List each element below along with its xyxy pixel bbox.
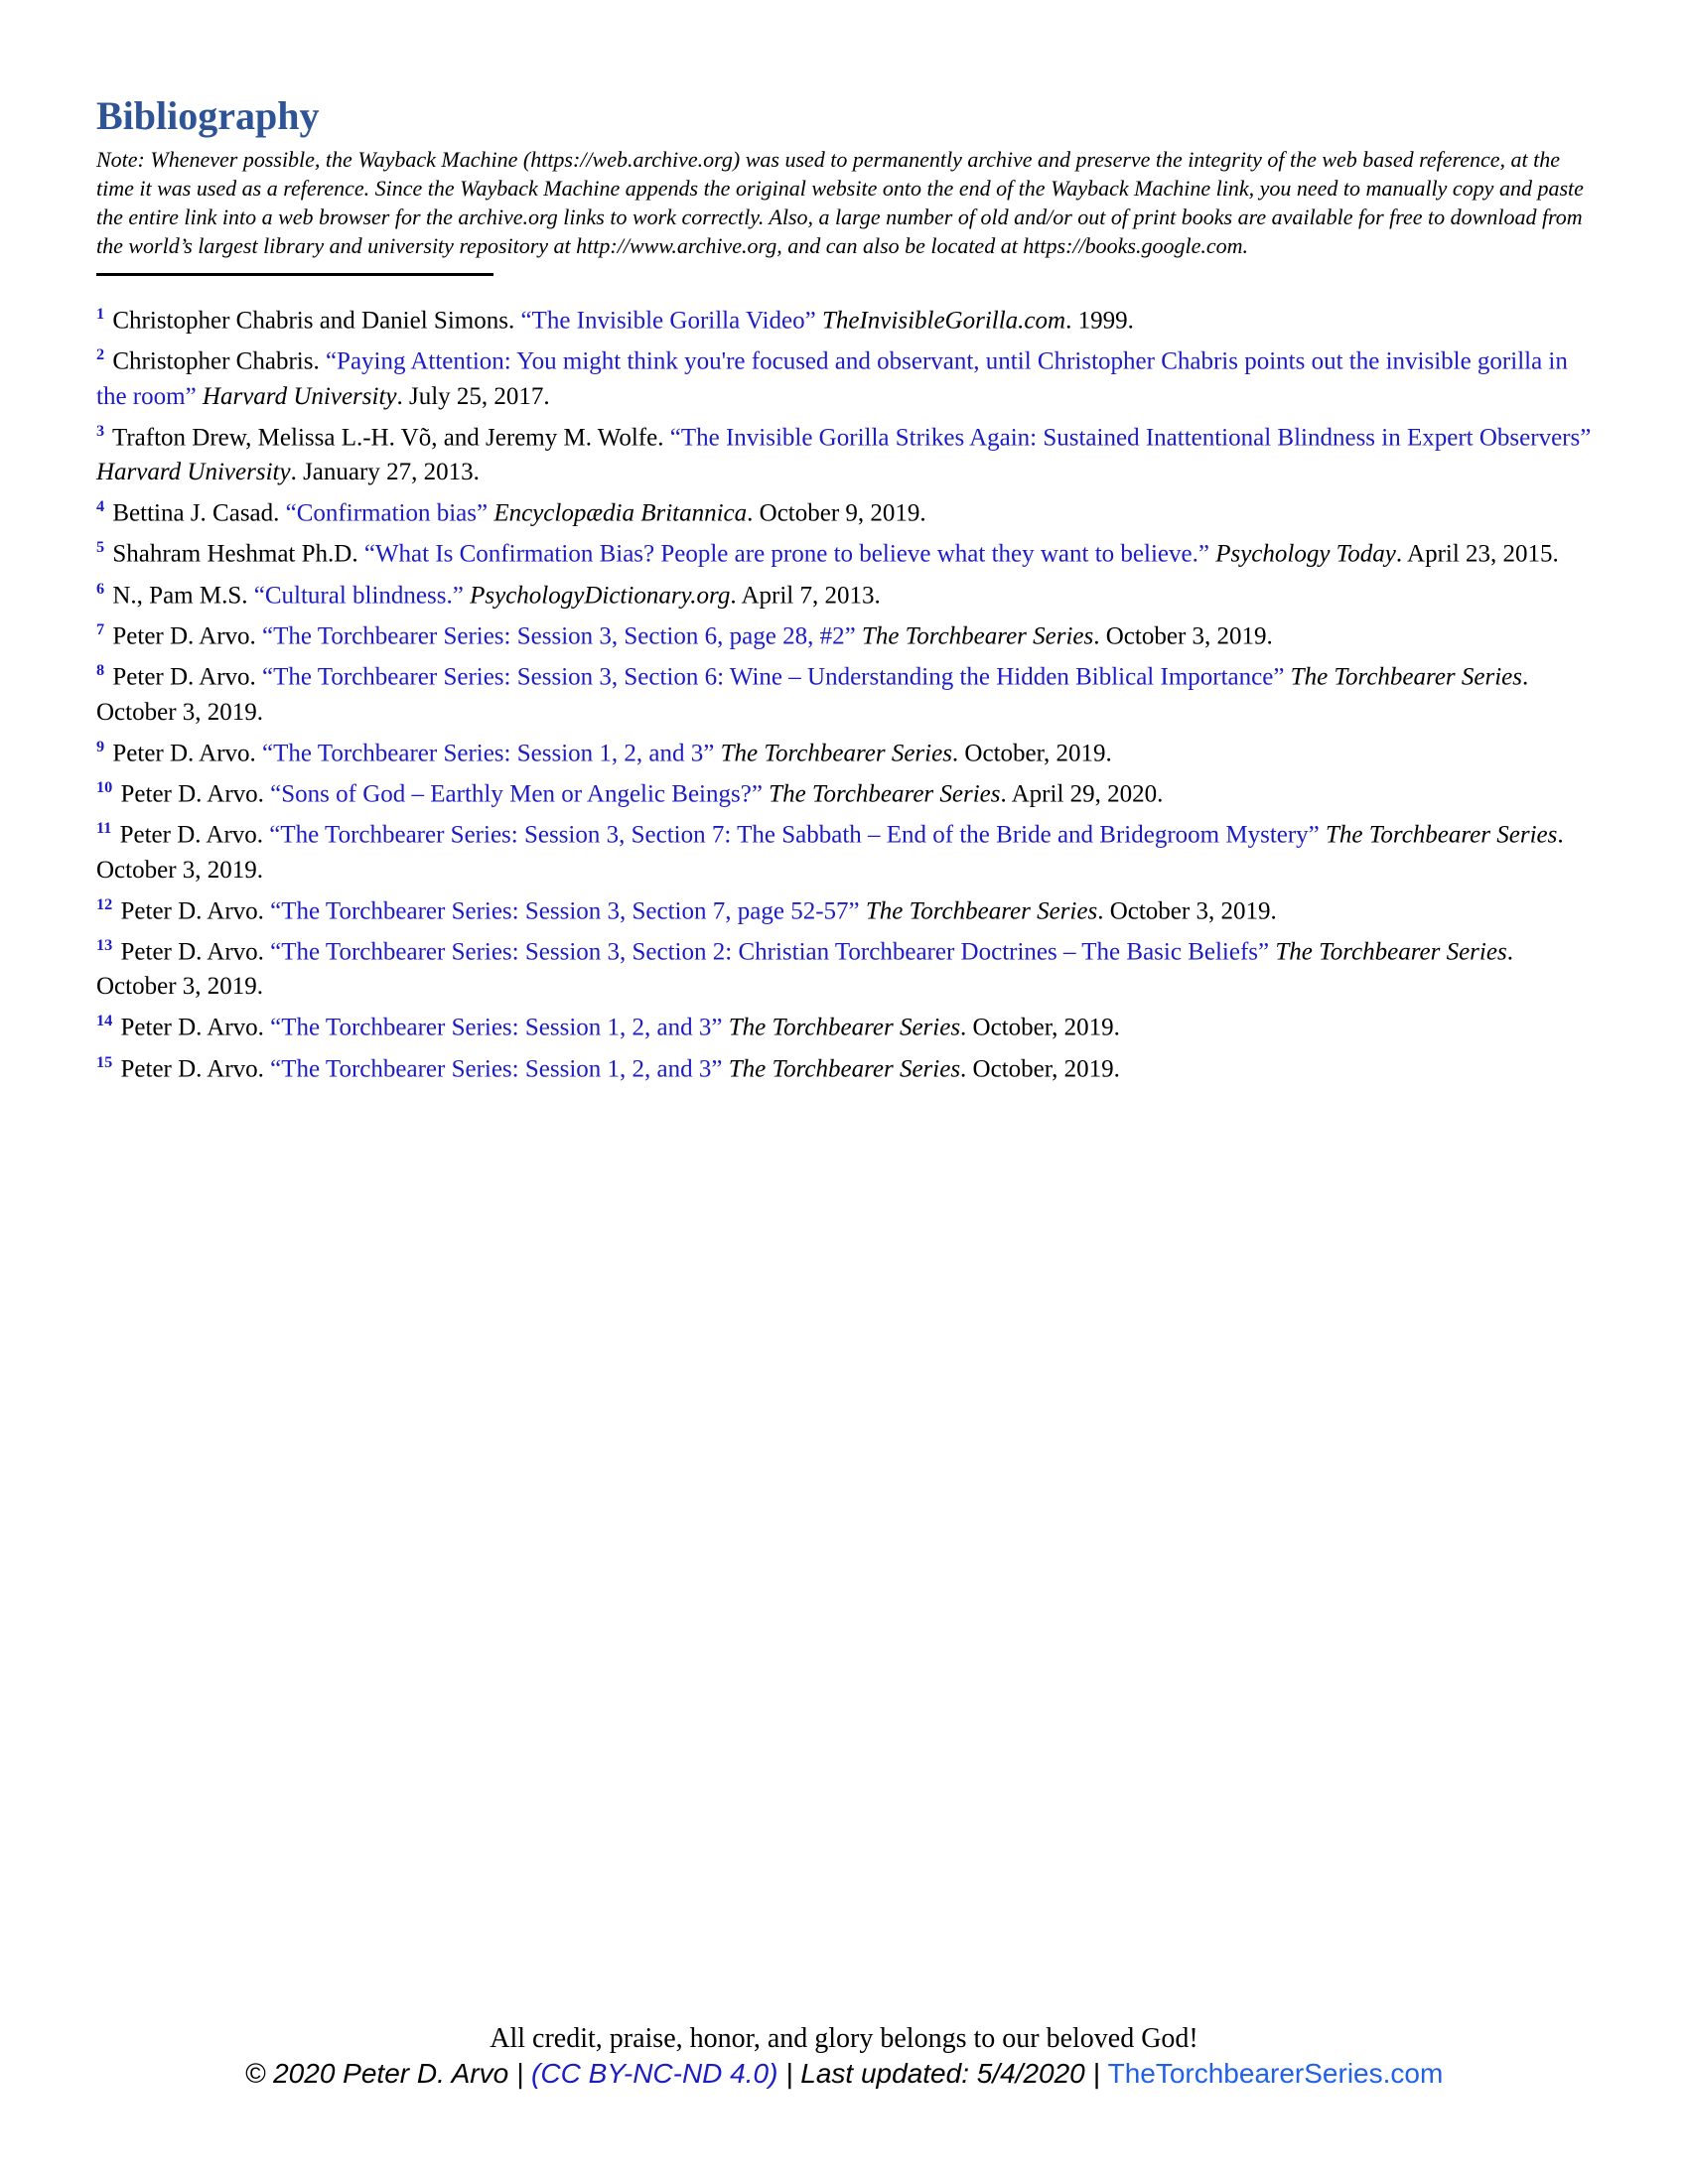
citation-source: The Torchbearer Series bbox=[1275, 938, 1507, 966]
footnote-entry bbox=[96, 530, 1593, 571]
footnote-number: 3 bbox=[96, 421, 105, 440]
citation-text: N., Pam M.S. bbox=[112, 581, 254, 609]
citation-text: . 1999. bbox=[1065, 307, 1134, 335]
citation-text: Peter D. Arvo. bbox=[119, 821, 270, 849]
footnote-number: 7 bbox=[96, 619, 105, 638]
citation-source: Encyclopædia Britannica bbox=[493, 499, 748, 527]
site-link[interactable]: TheTorchbearerSeries.com bbox=[1107, 2058, 1444, 2089]
citation-link[interactable]: “The Torchbearer Series: Session 3, Section 7: The Sabbath – End of the Bride and Bridegroom Mystery” bbox=[269, 821, 1320, 849]
citation-link[interactable]: “The Torchbearer Series: Session 1, 2, and 3” bbox=[270, 1054, 723, 1082]
citation-text: Peter D. Arvo. bbox=[120, 938, 271, 966]
citation-text: Christopher Chabris. bbox=[112, 347, 326, 375]
citation-text: Bettina J. Casad. bbox=[112, 499, 286, 527]
citation-link[interactable]: “The Torchbearer Series: Session 3, Section 6: Wine – Understanding the Hidden Biblical Importance” bbox=[262, 663, 1285, 691]
citation-text: . October, 2019. bbox=[960, 1014, 1120, 1041]
footnote-number: 1 bbox=[96, 305, 105, 323]
citation-source: The Torchbearer Series bbox=[728, 1014, 961, 1041]
citation-text: . October 3, 2019. bbox=[1093, 622, 1273, 650]
citation-text: Shahram Heshmat Ph.D. bbox=[112, 540, 364, 568]
page-footer bbox=[0, 2023, 1688, 2090]
footnote-number: 10 bbox=[96, 777, 113, 796]
citation-link[interactable]: “The Torchbearer Series: Session 3, Section 6, page 28, #2” bbox=[262, 622, 856, 650]
footnote-entry bbox=[96, 653, 1593, 729]
citation-text: Trafton Drew, Melissa L.-H. Võ, and Jeremy M. Wolfe. bbox=[111, 423, 670, 451]
footnote-number: 11 bbox=[96, 819, 112, 838]
citation-text: . October 3, 2019. bbox=[96, 938, 1513, 1001]
citation-link[interactable]: “The Invisible Gorilla Strikes Again: Sustained Inattentional Blindness in Expert Observers” bbox=[669, 423, 1592, 451]
citation-text: Peter D. Arvo. bbox=[112, 739, 263, 766]
citation-link[interactable]: “Paying Attention: You might think you're focused and observant, until Christopher Chabris points out the invisible gorilla in the room” bbox=[96, 347, 1568, 410]
footnote-entry bbox=[96, 572, 1593, 613]
citation-text: Last updated: 5/4/2020 bbox=[800, 2058, 1085, 2089]
citation-text: . January 27, 2013. bbox=[290, 458, 480, 485]
citation-text: Peter D. Arvo. bbox=[120, 1014, 271, 1041]
citation-text: . April 23, 2015. bbox=[1395, 540, 1559, 568]
footnote-entry bbox=[96, 1004, 1593, 1044]
citation-source: The Torchbearer Series bbox=[865, 896, 1098, 924]
citation-link[interactable]: “The Torchbearer Series: Session 1, 2, and 3” bbox=[262, 739, 715, 766]
citation-text: Christopher Chabris and Daniel Simons. bbox=[112, 307, 521, 335]
citation-source: The Torchbearer Series bbox=[1290, 663, 1522, 691]
footnote-number: 8 bbox=[96, 661, 105, 680]
footnote-number: 14 bbox=[96, 1012, 113, 1030]
footnote-entry bbox=[96, 770, 1593, 811]
citation-text: Peter D. Arvo. bbox=[120, 1054, 271, 1082]
citation-link[interactable]: “Sons of God – Earthly Men or Angelic Beings?” bbox=[270, 780, 763, 808]
citation-source: The Torchbearer Series bbox=[861, 622, 1094, 650]
page-title: Bibliography bbox=[96, 93, 320, 138]
cc-license-link[interactable]: (CC BY-NC-ND 4.0) bbox=[531, 2058, 778, 2089]
document-content bbox=[96, 0, 1593, 1086]
footnote-entry bbox=[96, 730, 1593, 770]
citation-link[interactable]: “The Torchbearer Series: Session 1, 2, and 3” bbox=[270, 1014, 723, 1041]
citation-text: . October, 2019. bbox=[951, 739, 1112, 766]
footnote-entry bbox=[96, 414, 1593, 489]
citation-link[interactable]: “The Invisible Gorilla Video” bbox=[520, 307, 816, 335]
footnote-entry bbox=[96, 887, 1593, 928]
citation-link[interactable]: “Confirmation bias” bbox=[285, 499, 489, 527]
footnote-entry bbox=[96, 1045, 1593, 1086]
citation-source: The Torchbearer Series bbox=[769, 780, 1001, 808]
citation-text: | bbox=[1084, 2058, 1108, 2089]
citation-link[interactable]: “The Torchbearer Series: Session 3, Section 7, page 52-57” bbox=[270, 896, 860, 924]
footnote-number: 15 bbox=[96, 1052, 113, 1071]
footnote-list bbox=[96, 297, 1593, 1086]
citation-text: . October 9, 2019. bbox=[747, 499, 926, 527]
citation-source: The Torchbearer Series bbox=[1326, 821, 1558, 849]
citation-text: Peter D. Arvo. bbox=[112, 622, 263, 650]
footer-copyright-line bbox=[0, 2058, 1688, 2090]
citation-text: Peter D. Arvo. bbox=[112, 663, 263, 691]
citation-link[interactable]: “The Torchbearer Series: Session 3, Section 2: Christian Torchbearer Doctrines – The Basic Beliefs” bbox=[270, 938, 1270, 966]
citation-text: . July 25, 2017. bbox=[396, 382, 550, 410]
citation-text: . April 29, 2020. bbox=[1000, 780, 1164, 808]
footer-dedication: All credit, praise, honor, and glory belongs to our beloved God! bbox=[490, 2023, 1198, 2054]
citation-source: The Torchbearer Series bbox=[728, 1054, 961, 1082]
citation-link[interactable]: “Cultural blindness.” bbox=[253, 581, 464, 609]
footnote-number: 6 bbox=[96, 579, 105, 598]
citation-source: Harvard University bbox=[96, 458, 291, 485]
citation-source: PsychologyDictionary.org bbox=[470, 581, 731, 609]
footnote-separator bbox=[96, 273, 493, 276]
footnote-entry bbox=[96, 297, 1593, 338]
footnote-number: 5 bbox=[96, 538, 105, 557]
citation-text: | bbox=[515, 2058, 532, 2089]
citation-text: © 2020 Peter D. Arvo bbox=[244, 2058, 516, 2089]
citation-text: . October 3, 2019. bbox=[96, 821, 1564, 884]
footnote-number: 2 bbox=[96, 345, 105, 364]
footnote-entry bbox=[96, 489, 1593, 530]
footnote-number: 9 bbox=[96, 737, 105, 755]
citation-text: | bbox=[777, 2058, 801, 2089]
citation-text: Peter D. Arvo. bbox=[120, 780, 271, 808]
citation-text: Peter D. Arvo. bbox=[120, 896, 271, 924]
citation-source: The Torchbearer Series bbox=[720, 739, 952, 766]
footnote-entry bbox=[96, 928, 1593, 1004]
citation-source: Harvard University bbox=[202, 382, 397, 410]
wayback-note: Note: Whenever possible, the Wayback Machine (https://web.archive.org) was used to permanently archive and preserve the integrity of the web based reference, at the time it was used as a reference. Since the Wayback Machine appends the original website onto the end of the Wayback Machine link, you need to manually copy and paste the entire link into a web browser for the archive.org links to work correctly. Also, a large number of old and/or out of print books are available for free to download from the world’s largest library and university repository at http://www.archive.org, and can also be located at https://books.google.com. bbox=[96, 147, 1584, 258]
citation-source: Psychology Today bbox=[1215, 540, 1396, 568]
citation-text: . April 7, 2013. bbox=[730, 581, 881, 609]
citation-text: . October 3, 2019. bbox=[1097, 896, 1277, 924]
footnote-entry bbox=[96, 338, 1593, 413]
footnote-number: 13 bbox=[96, 935, 113, 954]
footnote-entry bbox=[96, 613, 1593, 653]
footnote-number: 4 bbox=[96, 496, 105, 515]
footnote-number: 12 bbox=[96, 894, 113, 913]
citation-source: TheInvisibleGorilla.com bbox=[821, 307, 1066, 335]
citation-text: . October, 2019. bbox=[960, 1054, 1120, 1082]
citation-link[interactable]: “What Is Confirmation Bias? People are prone to believe what they want to believe.” bbox=[363, 540, 1209, 568]
citation-text: . October 3, 2019. bbox=[96, 663, 1529, 726]
footnote-entry bbox=[96, 811, 1593, 887]
